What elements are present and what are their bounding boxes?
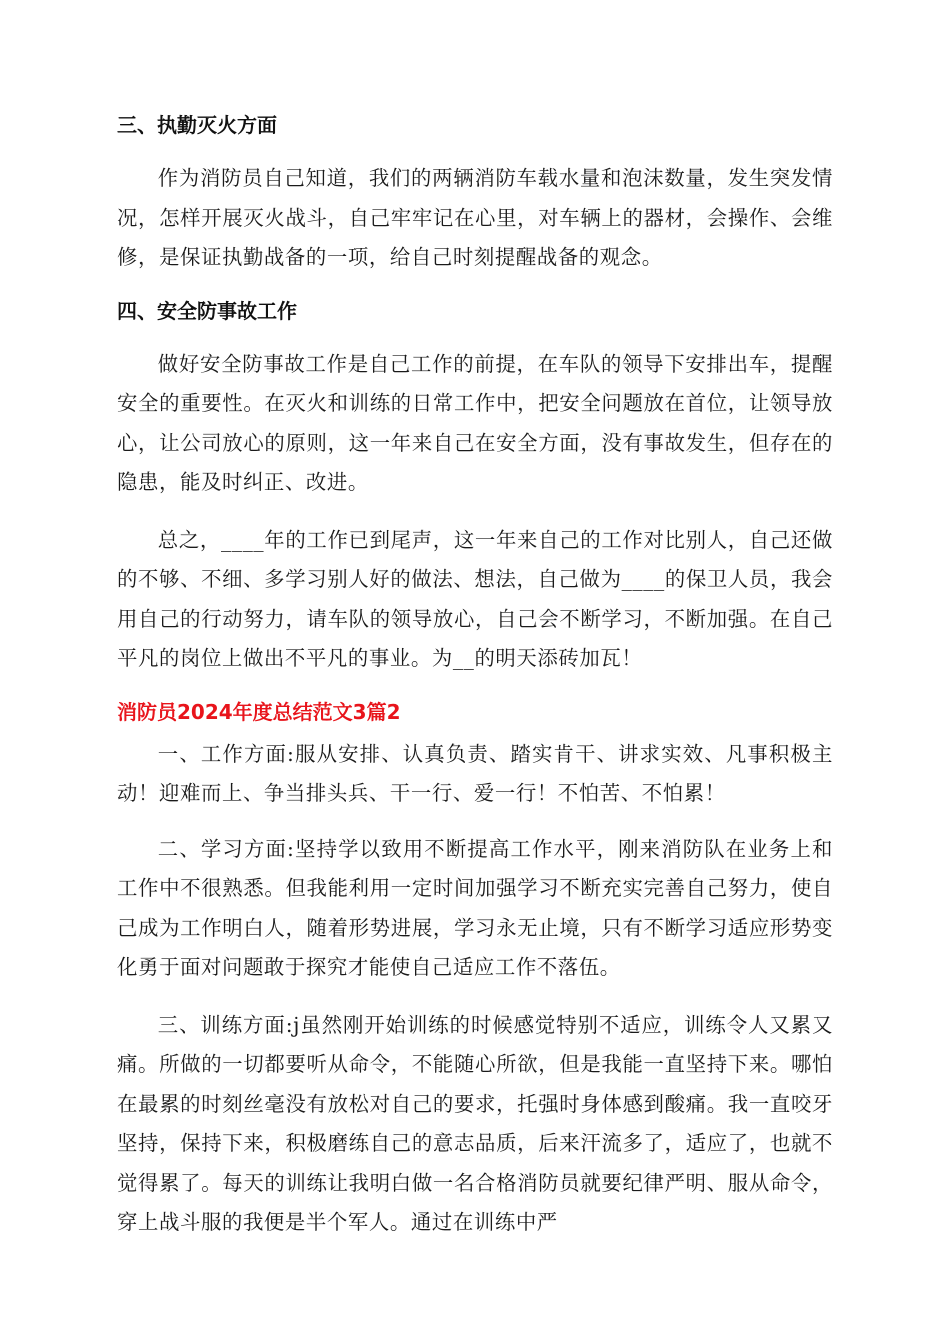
section-heading-safety: 四、安全防事故工作 [117,298,297,323]
paragraph-study: 二、学习方面:坚持学以致用不断提高工作水平，刚来消防队在业务上和工作中不很熟悉。但我能利用一定时间加强学习不断充实完善自己努力，使自己成为工作明白人，随着形势进展，学习永无止境，只有不断学习适应形势变化勇于面对问题敢于探究才能使自己适应工作不落伍。 [117,836,833,979]
article-title-part-2: 消防员2024年度总结范文3篇2 [117,699,401,724]
paragraph-safety: 做好安全防事故工作是自己工作的前提，在车队的领导下安排出车，提醒安全的重要性。在灭火和训练的日常工作中，把安全问题放在首位，让领导放心，让公司放心的原则，这一年来自己在安全方面，没有事故发生，但存在的隐患，能及时纠正、改进。 [117,351,833,494]
paragraph-training: 三、训练方面:j虽然刚开始训练的时候感觉特别不适应，训练令人又累又痛。所做的一切都要听从命令，不能随心所欲，但是我能一直坚持下来。哪怕在最累的时刻丝毫没有放松对自己的要求，托强时身体感到酸痛。我一直咬牙坚持，保持下来，积极磨练自己的意志品质，后来汗流多了，适应了，也就不觉得累了。每天的训练让我明白做一名合格消防员就要纪律严明、服从命令，穿上战斗服的我便是半个军人。通过在训练中严 [117,1012,833,1234]
paragraph-duty-firefighting: 作为消防员自己知道，我们的两辆消防车载水量和泡沫数量，发生突发情况，怎样开展灭火战斗，自己牢牢记在心里，对车辆上的器材，会操作、会维修，是保证执勤战备的一项，给自己时刻提醒战备的观念。 [117,166,833,269]
paragraph-work: 一、工作方面:服从安排、认真负责、踏实肯干、讲求实效、凡事积极主动！迎难而上、争当排头兵、干一行、爱一行！不怕苦、不怕累！ [117,741,833,805]
section-heading-duty-firefighting: 三、执勤灭火方面 [117,113,277,137]
document-page [117,110,833,1261]
paragraph-summary: 总之，____年的工作已到尾声，这一年来自己的工作对比别人，自己还做的不够、不细、多学习别人好的做法、想法，自己做为____的保卫人员，我会用自己的行动努力，请车队的领导放心，自己会不断学习，不断加强。在自己平凡的岗位上做出不平凡的事业。为__的明天添砖加瓦！ [117,527,833,670]
